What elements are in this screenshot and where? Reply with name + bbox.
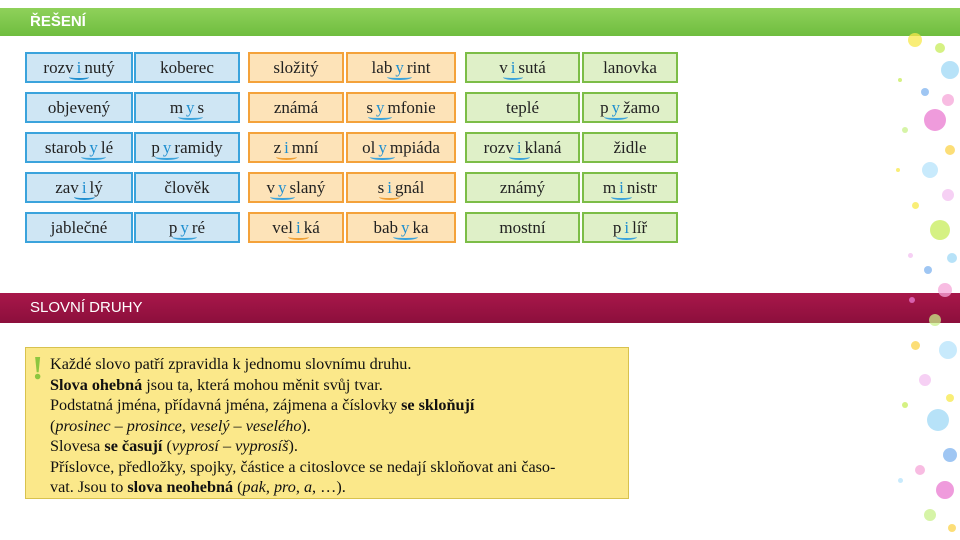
word-suffix: mpiáda bbox=[389, 137, 440, 157]
bubble bbox=[922, 162, 938, 178]
reseni-title: ŘEŠENÍ bbox=[30, 13, 86, 30]
word-prefix: m bbox=[602, 177, 617, 197]
word-card bbox=[582, 52, 678, 83]
note-line-3: Podstatná jména, přídavná jména, zájmena a číslovky se skloňují bbox=[50, 396, 475, 414]
gap-letter: y bbox=[278, 177, 287, 197]
word-card bbox=[465, 212, 580, 243]
word-text: lanovka bbox=[603, 57, 657, 77]
word-card bbox=[465, 132, 580, 163]
note-line-7: vat. Jsou to slova neohebná (pak, pro, a, …). bbox=[50, 478, 346, 496]
word-suffix: ré bbox=[191, 217, 206, 237]
word-suffix: gnál bbox=[395, 177, 425, 197]
bubble bbox=[942, 189, 954, 201]
word-card bbox=[134, 212, 240, 243]
note-line-1: Každé slovo patří zpravidla k jednomu slovnímu druhu. bbox=[50, 355, 412, 373]
word-suffix: mfonie bbox=[387, 97, 436, 117]
gap-letter: y bbox=[375, 97, 385, 117]
word-text: složitý bbox=[273, 57, 319, 77]
word-prefix: rozv bbox=[483, 137, 514, 157]
word-suffix: ká bbox=[303, 217, 320, 237]
word-text: židle bbox=[613, 137, 647, 157]
filled-gap bbox=[387, 178, 392, 198]
filled-gap bbox=[82, 178, 87, 198]
word-card bbox=[248, 172, 344, 203]
filled-gap bbox=[378, 138, 387, 158]
word-suffix: nutý bbox=[84, 57, 115, 77]
bubble bbox=[902, 402, 908, 408]
bubble bbox=[935, 43, 945, 53]
gap-letter: i bbox=[624, 217, 630, 237]
bubble bbox=[924, 266, 932, 274]
bubble bbox=[945, 145, 955, 155]
bubble bbox=[912, 202, 919, 209]
word-card bbox=[248, 52, 344, 83]
bubble bbox=[927, 409, 949, 431]
filled-gap bbox=[77, 58, 82, 78]
bubble bbox=[898, 78, 902, 82]
filled-gap bbox=[278, 178, 287, 198]
filled-gap bbox=[296, 218, 301, 238]
filled-gap bbox=[163, 138, 172, 158]
word-text: objevený bbox=[47, 97, 111, 117]
word-card bbox=[346, 212, 456, 243]
filled-gap bbox=[284, 138, 289, 158]
filled-gap bbox=[511, 58, 516, 78]
bubble bbox=[924, 509, 936, 521]
bubble bbox=[915, 465, 925, 475]
word-suffix: líř bbox=[632, 217, 648, 237]
note-line-5: Slovesa se časují (vyprosí – vyprosíš). bbox=[50, 437, 298, 455]
word-card bbox=[346, 52, 456, 83]
filled-gap bbox=[624, 218, 629, 238]
bubble bbox=[943, 448, 957, 462]
filled-gap bbox=[619, 178, 624, 198]
word-card bbox=[582, 92, 678, 123]
word-prefix: rozv bbox=[43, 57, 74, 77]
word-prefix: bab bbox=[373, 217, 398, 237]
word-suffix: lý bbox=[89, 177, 103, 197]
word-suffix: slaný bbox=[289, 177, 326, 197]
bubble bbox=[941, 61, 959, 79]
word-text: člověk bbox=[164, 177, 210, 197]
word-prefix: s bbox=[377, 177, 385, 197]
word-text: jablečné bbox=[50, 217, 108, 237]
bubble bbox=[947, 253, 957, 263]
word-suffix: žamo bbox=[623, 97, 660, 117]
gap-letter: y bbox=[180, 217, 189, 237]
gap-letter: y bbox=[611, 97, 621, 117]
filled-gap bbox=[612, 98, 621, 118]
gap-letter: y bbox=[395, 57, 404, 77]
word-suffix: nistr bbox=[626, 177, 658, 197]
word-card bbox=[25, 172, 133, 203]
gap-letter: i bbox=[510, 57, 516, 77]
word-prefix: v bbox=[499, 57, 508, 77]
word-card bbox=[346, 172, 456, 203]
word-prefix: p bbox=[612, 217, 622, 237]
word-card bbox=[346, 92, 456, 123]
note-line-6: Příslovce, předložky, spojky, částice a citoslovce se nedají skloňovat ani časo- bbox=[50, 457, 556, 476]
bubble bbox=[942, 94, 954, 106]
word-card bbox=[25, 52, 133, 83]
note-line-2: Slova ohebná jsou ta, která mohou měnit svůj tvar. bbox=[50, 375, 383, 394]
exclamation-icon: ! bbox=[32, 350, 44, 387]
word-text: mostní bbox=[499, 217, 546, 237]
word-prefix: vel bbox=[272, 217, 293, 237]
filled-gap bbox=[395, 58, 404, 78]
word-prefix: m bbox=[169, 97, 184, 117]
word-card bbox=[134, 52, 240, 83]
word-suffix: mní bbox=[291, 137, 319, 157]
gap-letter: y bbox=[186, 97, 195, 117]
gap-letter: i bbox=[76, 57, 82, 77]
gap-letter: i bbox=[387, 177, 393, 197]
bubble bbox=[919, 374, 931, 386]
gap-letter: y bbox=[378, 137, 387, 157]
filled-gap bbox=[401, 218, 410, 238]
word-suffix: sutá bbox=[518, 57, 546, 77]
bubble bbox=[908, 253, 913, 258]
bubble bbox=[938, 283, 952, 297]
word-card bbox=[346, 132, 456, 163]
word-card bbox=[248, 92, 344, 123]
bubble bbox=[902, 127, 908, 133]
word-text: známý bbox=[499, 177, 546, 197]
word-card bbox=[25, 212, 133, 243]
word-suffix: ka bbox=[412, 217, 429, 237]
filled-gap bbox=[376, 98, 385, 118]
word-suffix: lé bbox=[100, 137, 114, 157]
gap-letter: i bbox=[516, 137, 522, 157]
word-card bbox=[582, 132, 678, 163]
word-text: teplé bbox=[505, 97, 540, 117]
bubble bbox=[946, 394, 954, 402]
word-card bbox=[582, 212, 678, 243]
bubble bbox=[921, 88, 929, 96]
word-suffix: rint bbox=[406, 57, 431, 77]
gap-letter: y bbox=[401, 217, 410, 237]
slovni-druhy-title: SLOVNÍ DRUHY bbox=[30, 299, 143, 316]
word-suffix: klaná bbox=[524, 137, 562, 157]
word-card bbox=[248, 212, 344, 243]
word-prefix: p bbox=[168, 217, 178, 237]
bubble bbox=[908, 33, 922, 47]
gap-letter: i bbox=[619, 177, 624, 197]
word-card bbox=[465, 92, 580, 123]
word-suffix: ramidy bbox=[174, 137, 223, 157]
filled-gap bbox=[517, 138, 522, 158]
word-text: koberec bbox=[160, 57, 214, 77]
word-prefix: zav bbox=[55, 177, 79, 197]
bubble bbox=[909, 297, 915, 303]
word-prefix: v bbox=[266, 177, 276, 197]
bubble bbox=[924, 109, 946, 131]
word-card bbox=[465, 52, 580, 83]
word-card bbox=[134, 92, 240, 123]
word-card bbox=[134, 132, 240, 163]
word-card bbox=[25, 92, 133, 123]
bubble bbox=[948, 524, 956, 532]
word-prefix: s bbox=[366, 97, 373, 117]
bubble bbox=[939, 341, 957, 359]
bubble bbox=[936, 481, 954, 499]
slovni-druhy-banner bbox=[0, 293, 960, 323]
rule-note-text bbox=[50, 354, 618, 498]
reseni-banner bbox=[0, 8, 960, 36]
word-prefix: p bbox=[600, 97, 609, 117]
rule-note-box bbox=[25, 347, 629, 499]
gap-letter: i bbox=[284, 137, 289, 157]
word-card bbox=[25, 132, 133, 163]
word-text: známá bbox=[273, 97, 319, 117]
word-card bbox=[134, 172, 240, 203]
word-prefix: lab bbox=[371, 57, 393, 77]
word-prefix: z bbox=[273, 137, 282, 157]
word-card bbox=[248, 132, 344, 163]
bubble bbox=[930, 220, 950, 240]
word-card bbox=[465, 172, 580, 203]
word-card bbox=[582, 172, 678, 203]
word-suffix: s bbox=[197, 97, 205, 117]
filled-gap bbox=[89, 138, 98, 158]
filled-gap bbox=[180, 218, 189, 238]
word-prefix: p bbox=[151, 137, 160, 157]
bubble bbox=[929, 314, 941, 326]
word-prefix: ol bbox=[362, 137, 376, 157]
word-prefix: starob bbox=[44, 137, 87, 157]
note-line-4: (prosinec – prosince, veselý – veselého). bbox=[50, 416, 311, 435]
gap-letter: y bbox=[89, 137, 98, 157]
bubble bbox=[896, 168, 900, 172]
gap-letter: i bbox=[296, 217, 301, 237]
bubble bbox=[898, 478, 903, 483]
gap-letter: i bbox=[81, 177, 87, 197]
filled-gap bbox=[186, 98, 195, 118]
gap-letter: y bbox=[162, 137, 172, 157]
bubble bbox=[911, 341, 920, 350]
